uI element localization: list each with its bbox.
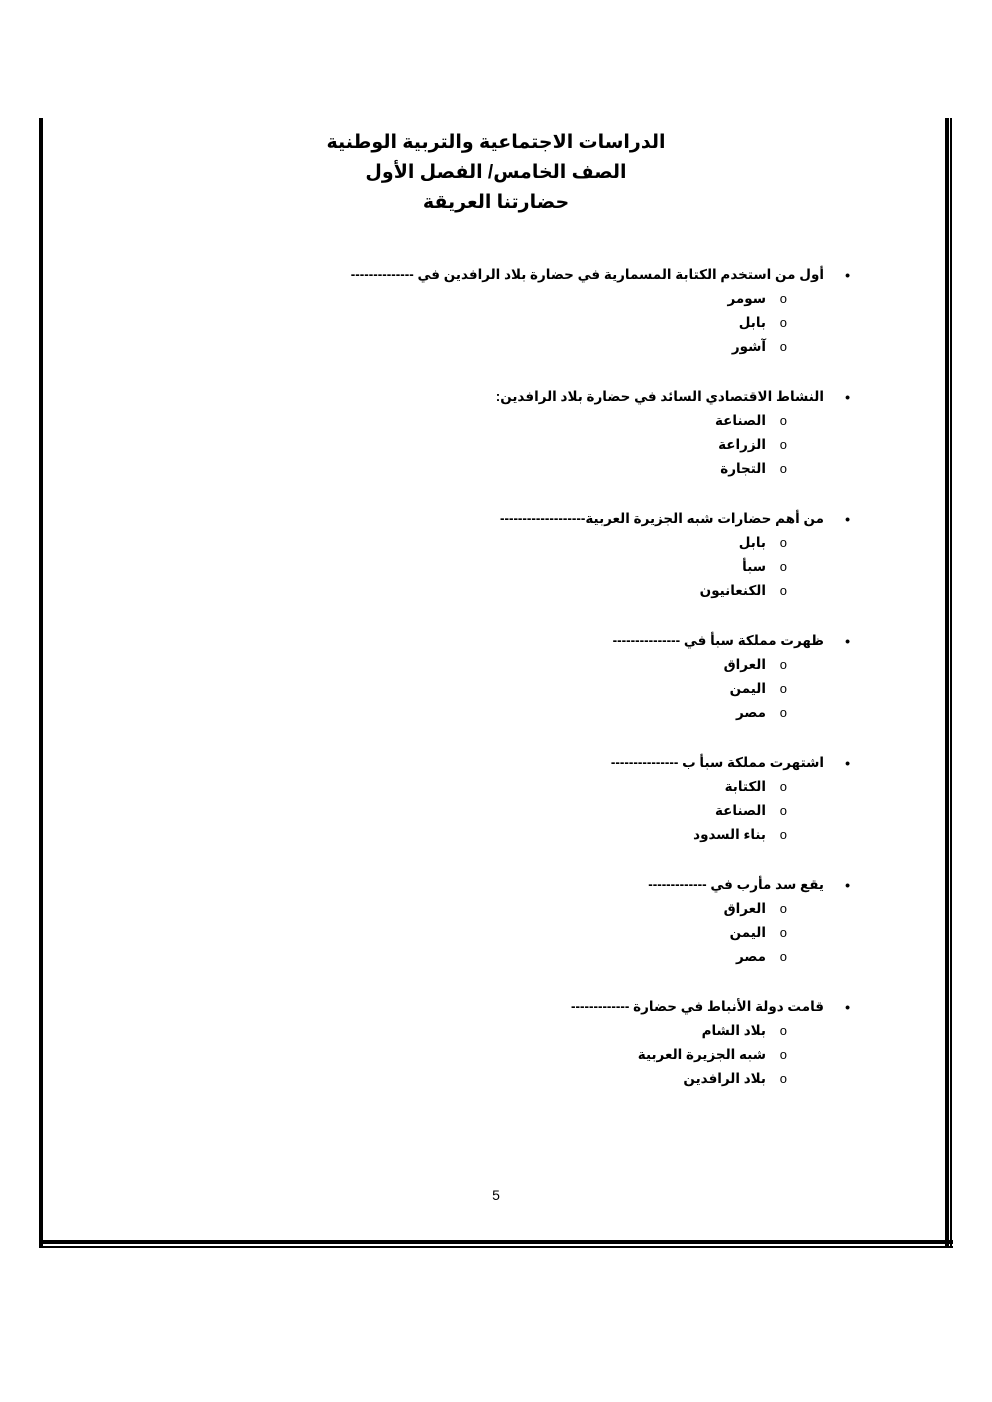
answer-option-text: العراق [723,901,766,916]
circle-bullet-icon: o [779,803,787,818]
question-item [264,629,850,725]
question-line [264,995,850,1019]
answer-option[interactable] [264,1043,824,1067]
answer-option[interactable] [264,799,824,823]
answer-option[interactable] [264,701,824,725]
question-text: يقع سد مأرب في ------------- [648,877,824,892]
answer-option[interactable] [264,921,824,945]
circle-bullet-icon: o [779,705,787,720]
answer-option-text: الزراعة [718,437,766,452]
answer-option-text: الكتابة [724,779,766,794]
circle-bullet-icon: o [779,583,787,598]
bullet-icon: • [845,511,850,527]
answer-option-text: سبأ [742,559,766,574]
answer-option[interactable] [264,335,824,359]
answer-option-text: الصناعة [715,803,766,818]
answer-option-text: اليمن [729,925,766,940]
question-text: قامت دولة الأنباط في حضارة ------------- [570,999,824,1014]
bullet-icon: • [845,877,850,893]
answer-option-text: بابل [738,535,766,550]
question-item [264,873,850,969]
answer-option[interactable] [264,409,824,433]
answer-option-text: الصناعة [715,413,766,428]
answer-option-text: آشور [731,339,766,354]
circle-bullet-icon: o [779,535,787,550]
circle-bullet-icon: o [779,437,787,452]
answer-option[interactable] [264,287,824,311]
page-border-bottom [39,1240,953,1244]
answer-option-text: اليمن [729,681,766,696]
answer-option-text: التجارة [720,461,766,476]
unit-title: حضارتنا العريقة [422,192,570,213]
circle-bullet-icon: o [779,291,787,306]
circle-bullet-icon: o [779,925,787,940]
answer-option[interactable] [264,1067,824,1091]
answer-option[interactable] [264,677,824,701]
question-item [264,995,850,1091]
question-list [264,263,850,1117]
page-border-left [39,118,43,1248]
bullet-icon: • [845,999,850,1015]
circle-bullet-icon: o [779,949,787,964]
document-header [0,128,992,218]
answer-option[interactable] [264,1019,824,1043]
answer-option[interactable] [264,653,824,677]
answer-option-text: بابل [738,315,766,330]
circle-bullet-icon: o [779,1023,787,1038]
question-line [264,873,850,897]
answer-option[interactable] [264,897,824,921]
answer-option-text: العراق [723,657,766,672]
answer-option[interactable] [264,311,824,335]
circle-bullet-icon: o [779,339,787,354]
question-line [264,385,850,409]
question-line [264,507,850,531]
bullet-icon: • [845,755,850,771]
answer-option-text: بناء السدود [693,827,766,842]
answer-option-text: مصر [735,949,766,964]
bullet-icon: • [845,633,850,649]
circle-bullet-icon: o [779,1047,787,1062]
question-text: أول من استخدم الكتابة المسمارية في حضارة بلاد الرافدين في -------------- [350,267,824,282]
answer-option-text: الكنعانيون [699,583,766,598]
circle-bullet-icon: o [779,461,787,476]
circle-bullet-icon: o [779,681,787,696]
question-line [264,751,850,775]
page-border-right-inner [950,118,952,1248]
question-item [264,751,850,847]
bullet-icon: • [845,267,850,283]
page-border-right [945,118,949,1248]
grade-term-title: الصف الخامس/ الفصل الأول [365,162,627,183]
answer-option-text: سومر [727,291,766,306]
answer-option[interactable] [264,531,824,555]
bullet-icon: • [845,389,850,405]
circle-bullet-icon: o [779,827,787,842]
circle-bullet-icon: o [779,559,787,574]
answer-option[interactable] [264,457,824,481]
question-text: اشتهرت مملكة سبأ ب --------------- [610,755,824,770]
answer-option[interactable] [264,433,824,457]
answer-option[interactable] [264,555,824,579]
circle-bullet-icon: o [779,413,787,428]
subject-title: الدراسات الاجتماعية والتربية الوطنية [326,132,666,153]
answer-option-text: بلاد الشام [701,1023,766,1038]
page-number: 5 [492,1187,500,1203]
question-text: من أهم حضارات شبه الجزيرة العربية------------------- [499,511,824,526]
answer-option-text: مصر [735,705,766,720]
question-text: النشاط الاقتصادي السائد في حضارة بلاد الرافدين: [495,389,824,404]
question-item [264,507,850,603]
question-item [264,263,850,359]
answer-option-text: بلاد الرافدين [683,1071,766,1086]
circle-bullet-icon: o [779,315,787,330]
page-border-bottom-inner [39,1246,953,1248]
question-line [264,629,850,653]
question-text: ظهرت مملكة سبأ في --------------- [612,633,824,648]
circle-bullet-icon: o [779,779,787,794]
circle-bullet-icon: o [779,1071,787,1086]
circle-bullet-icon: o [779,657,787,672]
question-item [264,385,850,481]
answer-option[interactable] [264,775,824,799]
circle-bullet-icon: o [779,901,787,916]
question-line [264,263,850,287]
answer-option[interactable] [264,823,824,847]
answer-option[interactable] [264,945,824,969]
answer-option[interactable] [264,579,824,603]
answer-option-text: شبه الجزيرة العربية [637,1047,766,1062]
